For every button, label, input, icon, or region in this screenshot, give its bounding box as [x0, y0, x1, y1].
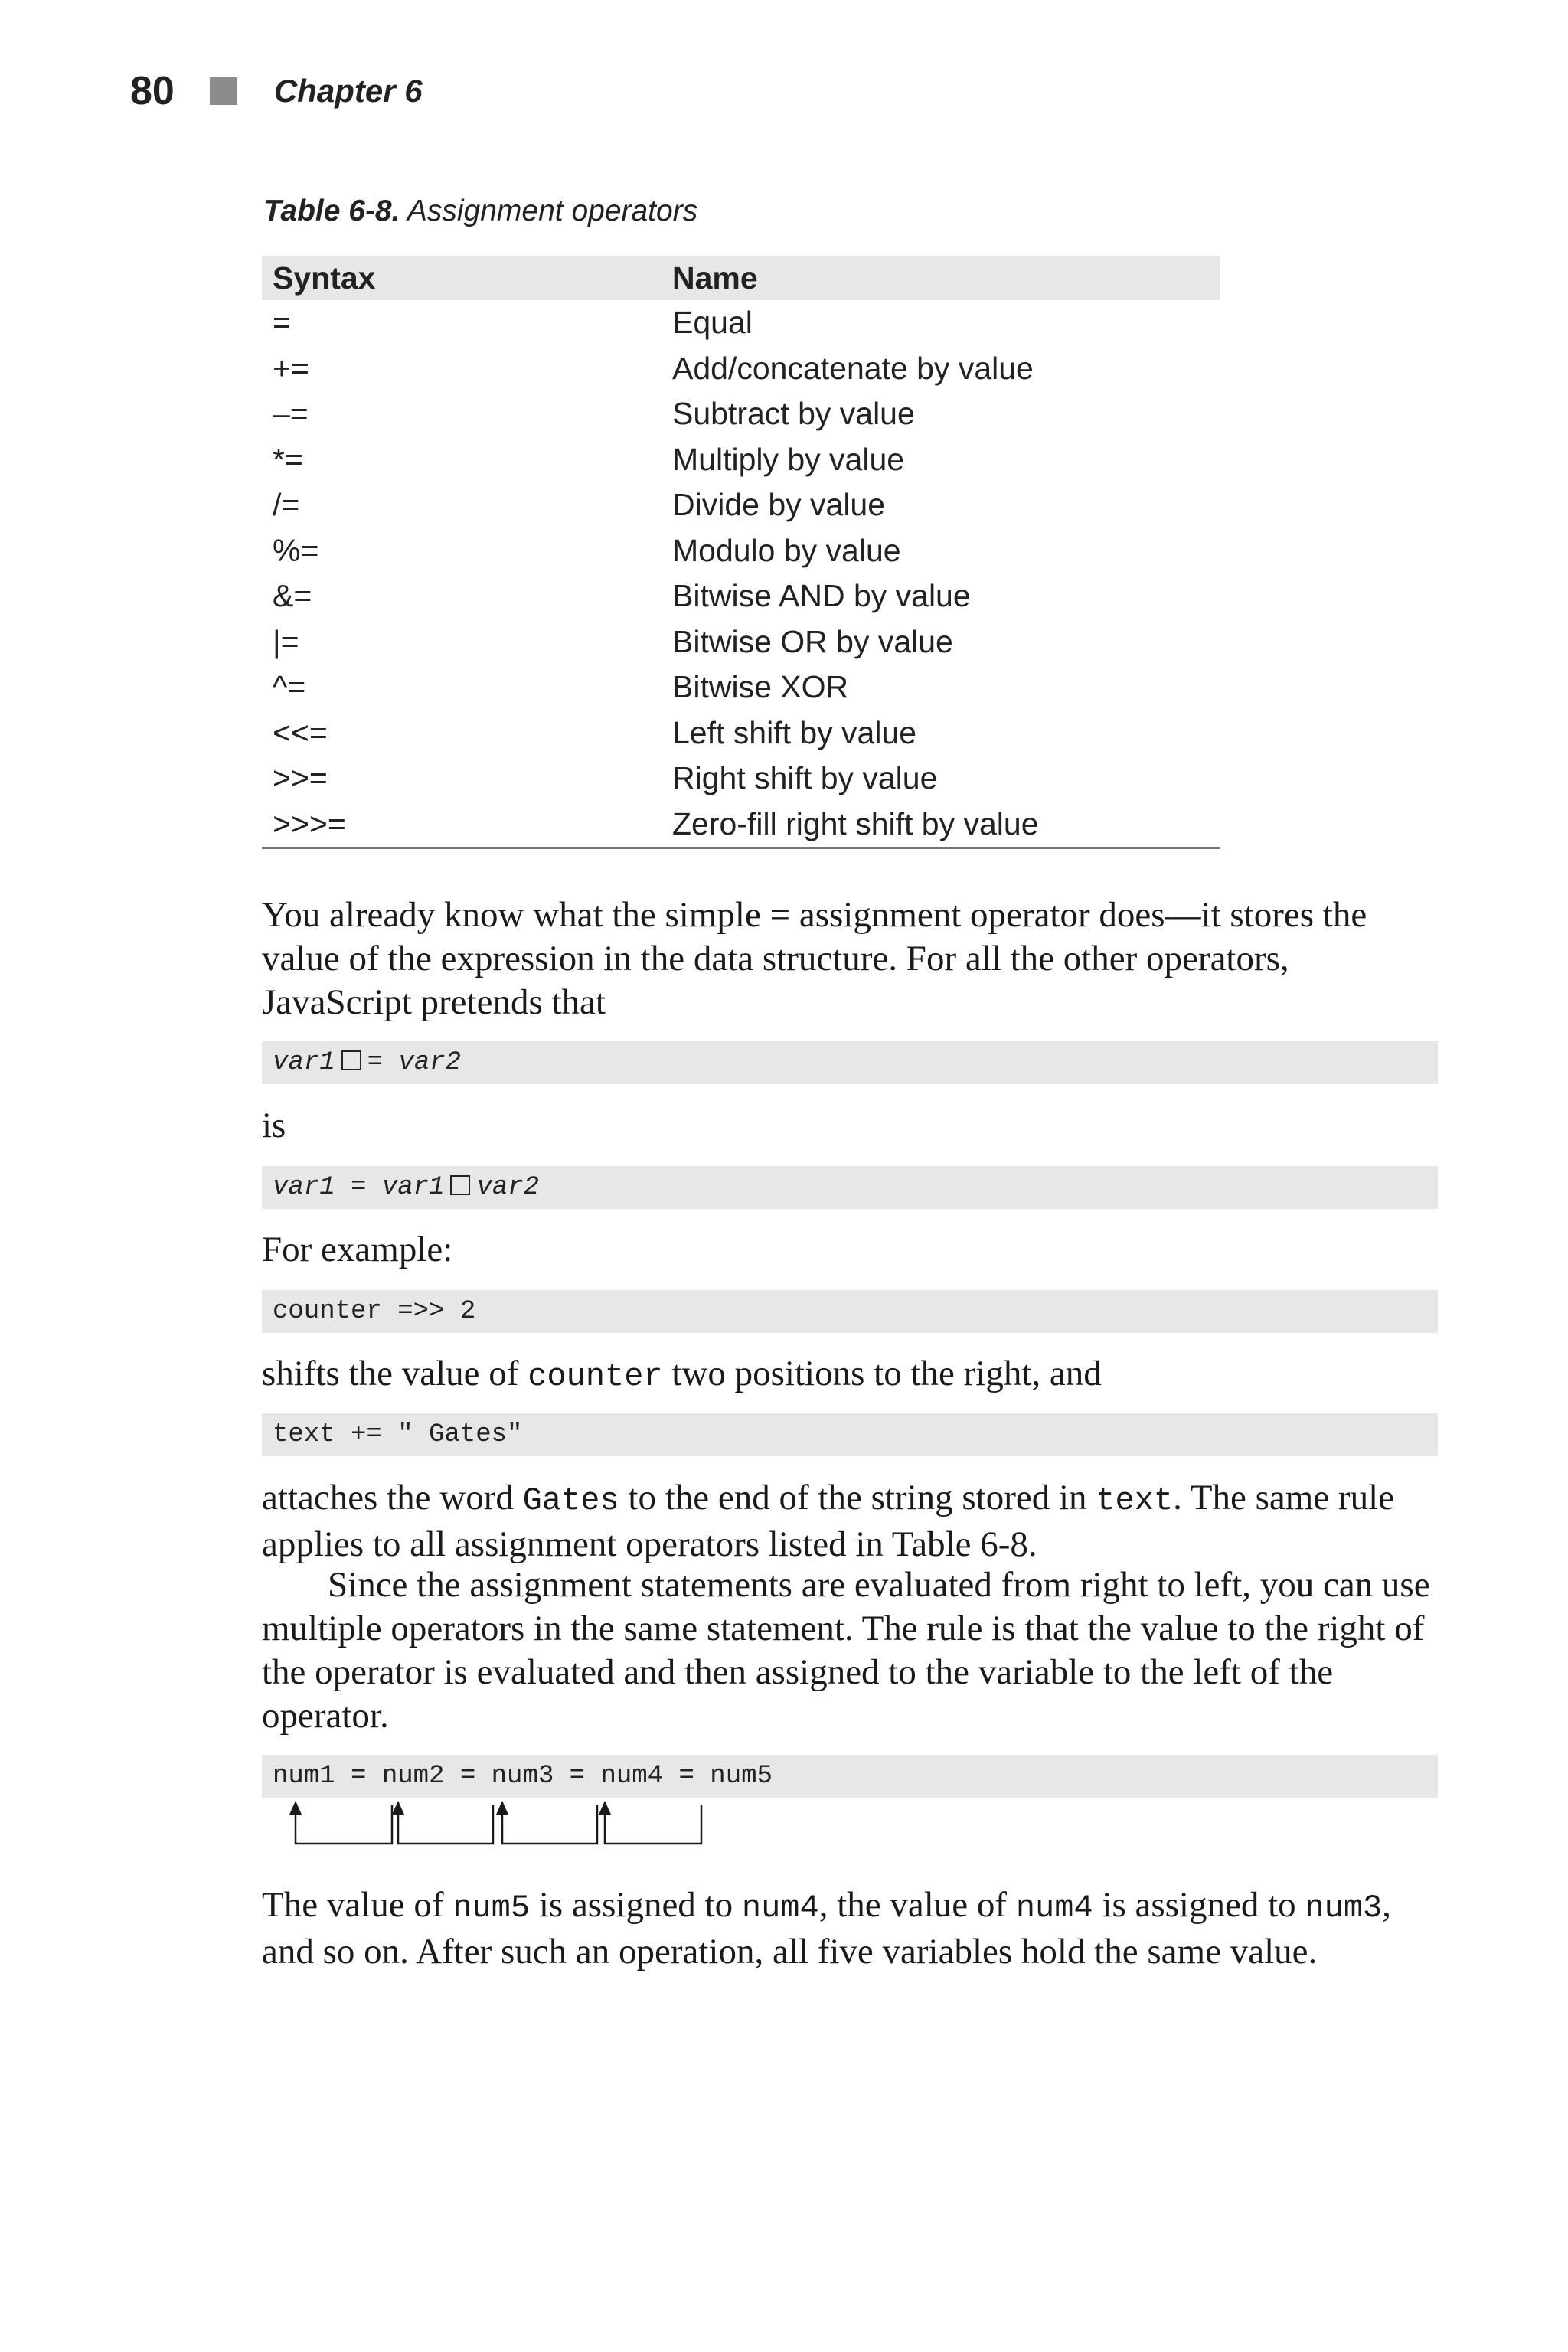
table-row — [262, 665, 1220, 710]
syntax-cell: *= — [273, 441, 303, 477]
name-cell: Add/concatenate by value — [672, 350, 1034, 386]
table-row — [262, 756, 1220, 802]
arrowhead-icon — [289, 1801, 302, 1815]
code-block-generic-operator — [262, 1041, 1438, 1084]
operator-placeholder-box-icon — [450, 1175, 470, 1195]
paragraph-attaches — [262, 1476, 1433, 1566]
name-cell: Right shift by value — [672, 760, 938, 796]
code-block-text-gates: text += " Gates" — [262, 1413, 1438, 1456]
text-run: attaches the word — [262, 1478, 523, 1517]
syntax-cell: <<= — [273, 714, 328, 750]
running-header — [130, 64, 423, 118]
code-text: var1 — [273, 1048, 335, 1077]
text-run: shifts the value of — [262, 1354, 528, 1393]
inline-code: counter — [528, 1358, 663, 1395]
arrowhead-icon — [496, 1801, 508, 1815]
name-cell: Zero-fill right shift by value — [662, 802, 1220, 848]
inline-code: num4 — [1015, 1890, 1093, 1926]
text-run: , the value of — [818, 1885, 1016, 1925]
page-number: 80 — [130, 69, 175, 113]
table-header-row — [262, 256, 1220, 300]
text-run: is assigned to — [1093, 1885, 1305, 1925]
chapter-label: Chapter 6 — [273, 73, 423, 109]
table-caption-label: Table 6-8. — [263, 194, 400, 227]
name-cell: Left shift by value — [672, 714, 917, 750]
operator-placeholder-box-icon — [341, 1050, 361, 1070]
table-row — [262, 528, 1220, 574]
table-row — [262, 300, 1220, 346]
arrowhead-icon — [599, 1801, 611, 1815]
syntax-cell: /= — [273, 487, 300, 523]
paragraph-is: is — [262, 1106, 286, 1145]
inline-code: num4 — [741, 1890, 819, 1926]
paragraph-value-assigned — [262, 1883, 1433, 1974]
text-run: two positions to the right, and — [662, 1354, 1102, 1393]
paragraph-shifts — [262, 1352, 1433, 1399]
syntax-cell: %= — [273, 532, 319, 568]
syntax-cell: ^= — [273, 669, 306, 705]
assignment-flow-diagram — [262, 1799, 798, 1845]
syntax-cell: &= — [273, 578, 312, 614]
paragraph-right-to-left: Since the assignment statements are evaluated from right to left, you can use multiple operators in the same statement. The rule is that the value to the right of the operator is evaluated and then assigned to the variable to the left of the operator. — [262, 1565, 1430, 1736]
name-cell: Bitwise XOR — [672, 669, 849, 705]
table-row — [262, 391, 1220, 437]
text-run: The value of — [262, 1885, 453, 1925]
column-header-syntax: Syntax — [262, 256, 662, 300]
table-row — [262, 710, 1220, 756]
syntax-cell: = — [273, 305, 291, 341]
text-run: to the end of the string stored in — [619, 1478, 1096, 1517]
header-square-icon — [210, 77, 237, 105]
arrowhead-icon — [392, 1801, 404, 1815]
table-row — [262, 346, 1220, 392]
assignment-operators-table — [262, 256, 1220, 849]
name-cell: Modulo by value — [672, 532, 901, 568]
assignment-arrow-3 — [502, 1805, 597, 1844]
assignment-arrow-1 — [296, 1805, 392, 1844]
table-caption — [263, 194, 697, 228]
table-row — [262, 619, 1220, 665]
table-row — [262, 573, 1220, 619]
name-cell: Bitwise OR by value — [672, 623, 953, 659]
assignment-arrow-4 — [605, 1805, 701, 1844]
text-run: . The same rule applies to all assignment operators listed in Table 6-8. — [262, 1478, 1394, 1564]
inline-code: num5 — [452, 1890, 531, 1926]
table-caption-title: Assignment operators — [407, 194, 698, 227]
name-cell: Divide by value — [672, 487, 886, 523]
syntax-cell: += — [273, 350, 309, 386]
code-text: = var2 — [367, 1048, 462, 1077]
code-text: var1 = var1 — [273, 1173, 445, 1202]
name-cell: Equal — [672, 305, 753, 341]
assignment-arrow-2 — [398, 1805, 493, 1844]
paragraph-for-example: For example: — [262, 1230, 453, 1269]
name-cell: Bitwise AND by value — [672, 578, 971, 614]
inline-code: Gates — [522, 1482, 619, 1519]
code-block-expanded-operator — [262, 1166, 1438, 1209]
column-header-name: Name — [662, 256, 1220, 300]
inline-code: text — [1096, 1482, 1174, 1519]
table-row — [262, 802, 1220, 848]
syntax-cell: –= — [273, 396, 309, 432]
text-run: , and so on. After such an operation, all five variables hold the same value. — [262, 1885, 1391, 1971]
name-cell: Multiply by value — [672, 441, 905, 477]
name-cell: Subtract by value — [672, 396, 915, 432]
table-body — [262, 300, 1220, 848]
table-row — [262, 437, 1220, 483]
syntax-cell: >>= — [273, 760, 328, 796]
code-block-counter: counter =>> 2 — [262, 1290, 1438, 1333]
paragraph-intro: You already know what the simple = assignment operator does—it stores the value of the expression in the data structure. For all the other operators, JavaScript pretends that — [262, 895, 1367, 1022]
code-block-chained-assignment: num1 = num2 = num3 = num4 = num5 — [262, 1755, 1438, 1798]
text-run: is assigned to — [530, 1885, 742, 1925]
code-text: var2 — [476, 1173, 540, 1202]
table-row — [262, 482, 1220, 528]
inline-code: num3 — [1305, 1890, 1383, 1926]
syntax-cell: >>>= — [262, 802, 662, 848]
syntax-cell: |= — [273, 623, 299, 659]
